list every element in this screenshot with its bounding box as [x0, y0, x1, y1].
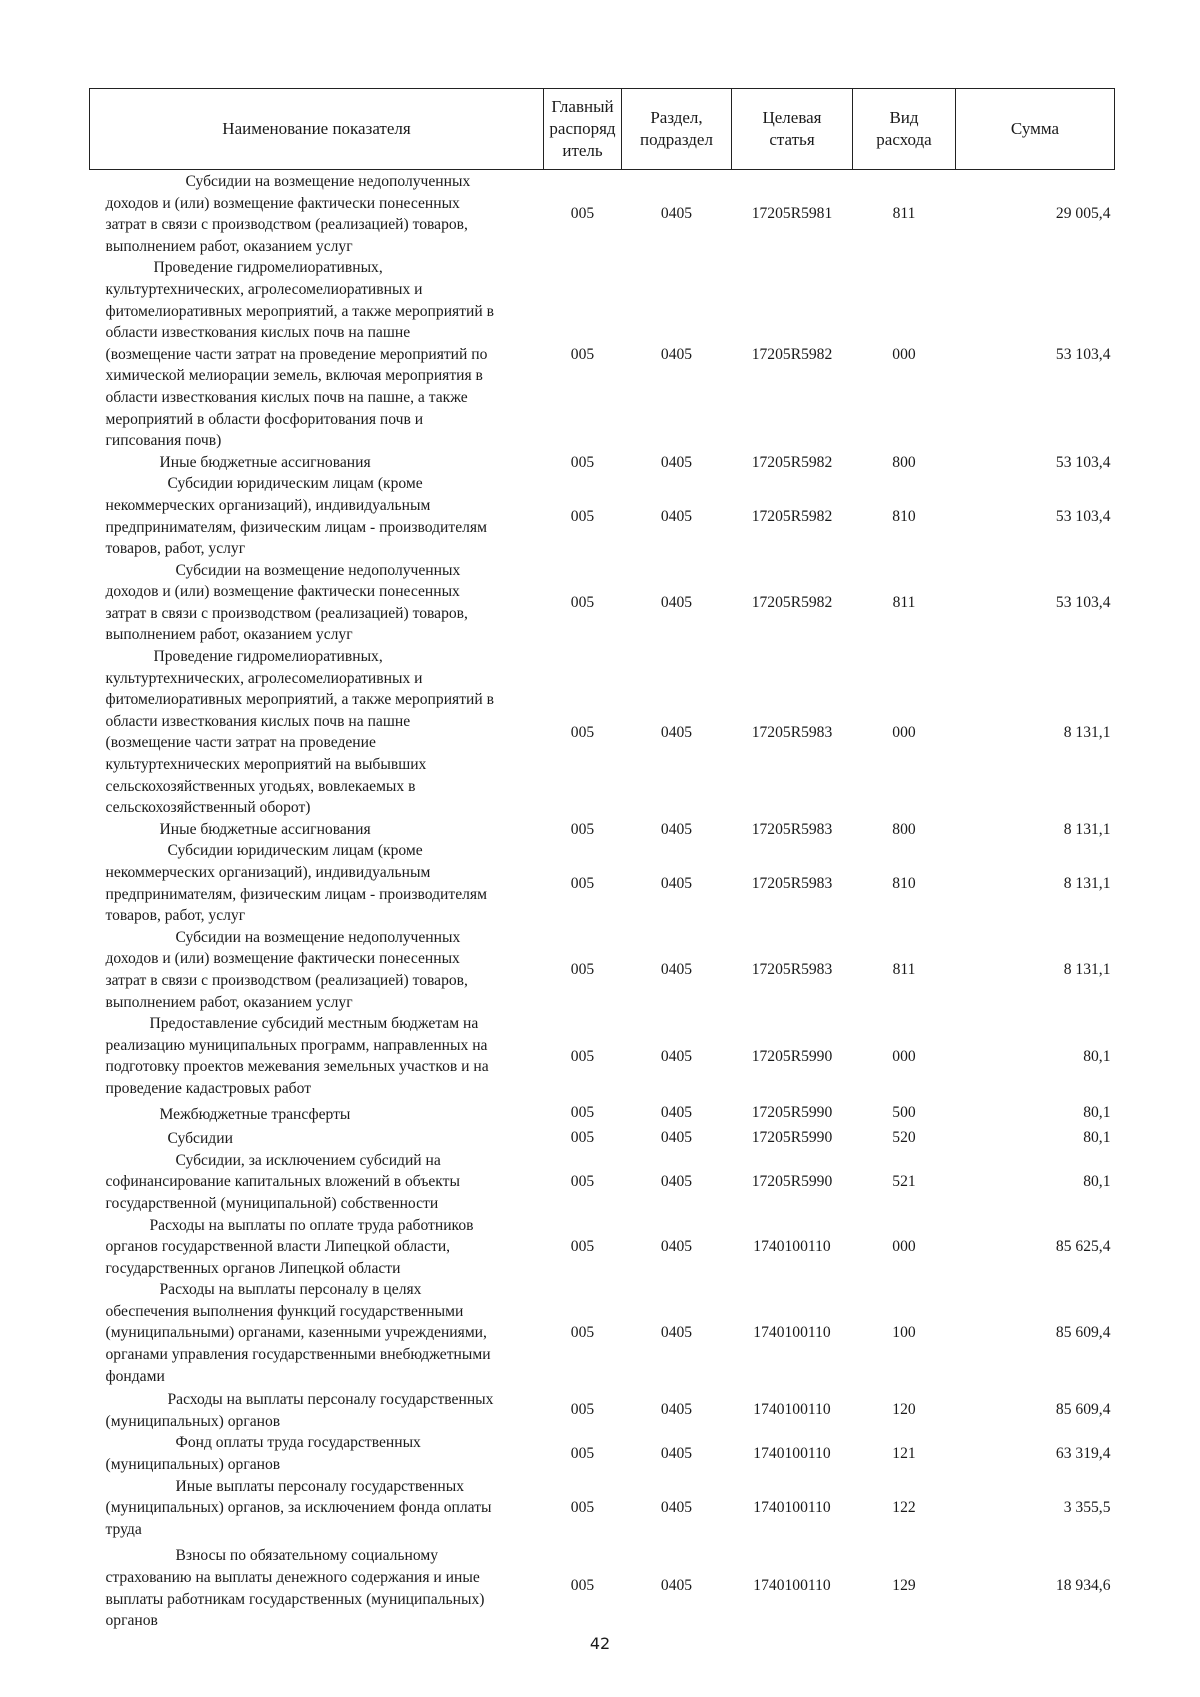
row-razdel: 0405	[660, 961, 693, 979]
row-vid: 100	[892, 1324, 916, 1342]
row-name	[90, 840, 544, 926]
row-name-line: органами управления государственными внебюджетными	[105, 1346, 491, 1364]
row-glavny: 005	[570, 1499, 595, 1517]
row-razdel: 0405	[660, 1445, 693, 1463]
row-celevaya: 1740100110	[753, 1445, 831, 1463]
table-row	[90, 1013, 1115, 1099]
row-vid: 129	[892, 1577, 916, 1595]
row-summa: 8 131,1	[1063, 961, 1111, 979]
row-vid: 500	[892, 1103, 916, 1121]
row-glavny: 005	[570, 961, 595, 979]
row-vid: 520	[892, 1128, 916, 1146]
row-name	[90, 646, 544, 819]
row-name-line: подготовку проектов межевания земельных участков и на	[105, 1058, 489, 1076]
row-name-line: софинансирование капитальных вложений в объекты	[105, 1173, 460, 1191]
row-name-line: органов государственной власти Липецкой области,	[105, 1238, 451, 1256]
table-header	[90, 89, 1115, 170]
row-celevaya: 17205R5983	[751, 820, 833, 838]
row-glavny: 005	[570, 1128, 595, 1146]
row-name-line: Субсидии на возмещение недополученных	[185, 173, 471, 190]
row-name-line: химической мелиорации земель, включая мероприятия в	[105, 367, 483, 385]
row-vid: 800	[892, 820, 916, 838]
row-vid: 000	[892, 1238, 916, 1256]
row-name-line: (возмещение части затрат на проведение	[105, 734, 376, 752]
row-summa: 80,1	[1083, 1173, 1111, 1191]
row-name-line: некоммерческих организаций), индивидуальным	[105, 864, 431, 881]
row-name-line: Расходы на выплаты персоналу в целях	[159, 1281, 422, 1299]
row-glavny: 005	[570, 874, 595, 892]
row-name-line: Субсидии на возмещение недополученных	[175, 928, 461, 946]
row-name	[90, 1476, 544, 1541]
row-name-line: Предоставление субсидий местным бюджетам на	[149, 1015, 479, 1033]
row-name	[90, 1215, 544, 1280]
row-summa: 53 103,4	[1055, 345, 1111, 363]
row-name-line: культуртехнических мероприятий на выбывших	[105, 756, 427, 774]
row-name-line: Субсидии на возмещение недополученных	[175, 561, 461, 579]
row-celevaya: 17205R5982	[751, 507, 833, 525]
row-razdel: 0405	[660, 820, 693, 838]
row-celevaya: 17205R5983	[751, 723, 833, 741]
row-name-line: выполнением работ, оказанием услуг	[105, 626, 353, 644]
row-name-line: затрат в связи с производством (реализацией) товаров,	[105, 216, 468, 234]
row-glavny: 005	[570, 345, 595, 363]
row-vid: 811	[892, 594, 916, 612]
row-summa: 53 103,4	[1055, 453, 1111, 471]
table-row	[90, 840, 1115, 926]
row-name-line: обеспечения выполнения функций государственными	[105, 1302, 464, 1320]
row-vid: 521	[892, 1173, 916, 1191]
table-row	[90, 646, 1115, 819]
row-name-line: Субсидии, за исключением субсидий на	[175, 1151, 441, 1169]
header-vid: Вид расхода	[853, 89, 956, 170]
row-name-line: (муниципальных) органов	[105, 1412, 281, 1430]
row-name-line: выполнением работ, оказанием услуг	[105, 993, 353, 1011]
row-name	[90, 452, 544, 474]
row-vid: 000	[892, 1047, 916, 1065]
row-celevaya: 17205R5981	[751, 204, 833, 222]
row-name-line: области известкования кислых почв на пашне	[105, 324, 411, 342]
row-name-line: области известкования кислых почв на пашне, а также	[105, 388, 468, 406]
row-celevaya: 17205R5990	[751, 1047, 833, 1065]
row-name-line: (муниципальных) органов	[105, 1456, 281, 1474]
table-row	[90, 1150, 1115, 1215]
row-name-line: затрат в связи с производством (реализацией) товаров,	[105, 604, 468, 622]
row-razdel: 0405	[660, 204, 693, 222]
row-name-line: товаров, работ, услуг	[105, 907, 246, 925]
row-name-line: области известкования кислых почв на пашне	[105, 712, 411, 730]
row-razdel: 0405	[660, 1401, 693, 1419]
row-vid: 122	[892, 1499, 916, 1517]
row-vid: 811	[892, 961, 916, 979]
page-number: 42	[589, 1634, 611, 1653]
row-summa: 29 005,4	[1055, 204, 1111, 222]
row-celevaya: 1740100110	[753, 1324, 831, 1342]
budget-table-sheet	[89, 88, 1114, 1632]
row-summa: 8 131,1	[1063, 820, 1111, 838]
row-celevaya: 17205R5990	[751, 1103, 833, 1121]
row-vid: 121	[892, 1445, 916, 1463]
header-razdel: Раздел, подраздел	[622, 89, 732, 170]
row-razdel: 0405	[660, 345, 693, 363]
row-celevaya: 17205R5983	[751, 961, 833, 979]
table-row	[90, 257, 1115, 451]
row-celevaya: 17205R5983	[751, 874, 833, 892]
row-name-line: Субсидии	[167, 1130, 233, 1148]
table-body	[90, 170, 1115, 1632]
row-name-line: сельскохозяйственный оборот)	[105, 799, 311, 817]
row-razdel: 0405	[660, 1103, 693, 1121]
row-name-line: мероприятий в области фосфоритования почв и	[105, 410, 424, 428]
row-name-line: культуртехнических, агролесомелиоративных и	[105, 669, 423, 687]
row-name-line: (муниципальными) органами, казенными учреждениями,	[105, 1324, 487, 1342]
row-name-line: государственных органов Липецкой области	[105, 1259, 401, 1277]
row-razdel: 0405	[660, 723, 693, 741]
row-name-line: гипсования почв)	[105, 432, 222, 450]
row-name-line: культуртехнических, агролесомелиоративных и	[105, 280, 423, 298]
row-name-line: Субсидии юридическим лицам (кроме	[167, 842, 423, 860]
row-summa: 85 609,4	[1055, 1401, 1111, 1419]
row-summa: 8 131,1	[1063, 723, 1111, 741]
row-summa: 85 625,4	[1055, 1238, 1111, 1256]
row-vid: 810	[892, 874, 916, 892]
row-name-line: затрат в связи с производством (реализацией) товаров,	[105, 971, 468, 989]
row-vid: 811	[892, 204, 916, 222]
row-name	[90, 1013, 544, 1099]
row-name-line: государственной (муниципальной) собственности	[105, 1194, 439, 1212]
table-row	[90, 927, 1115, 1013]
row-name	[90, 819, 544, 841]
row-summa: 80,1	[1083, 1128, 1111, 1146]
row-razdel: 0405	[660, 1499, 693, 1517]
row-celevaya: 17205R5982	[751, 594, 833, 612]
row-summa: 8 131,1	[1063, 874, 1111, 892]
row-name-line: фондами	[105, 1367, 165, 1385]
row-name-line: фитомелиоративных мероприятий, а также мероприятий в	[105, 691, 494, 709]
row-summa: 3 355,5	[1063, 1499, 1111, 1517]
row-name-line: доходов и (или) возмещение фактически понесенных	[105, 950, 460, 968]
row-name-line: Межбюджетные трансферты	[159, 1105, 351, 1123]
row-name-line: (возмещение части затрат на проведение мероприятий по	[105, 345, 488, 363]
row-glavny: 005	[570, 507, 595, 525]
row-celevaya: 17205R5990	[751, 1173, 833, 1191]
row-name-line: выполнением работ, оказанием услуг	[105, 237, 353, 255]
row-name-line: Субсидии юридическим лицам (кроме	[167, 475, 423, 493]
row-summa: 63 319,4	[1055, 1445, 1111, 1463]
row-name	[90, 560, 544, 646]
row-name	[90, 1100, 544, 1126]
row-glavny: 005	[570, 204, 595, 222]
row-celevaya: 1740100110	[753, 1238, 831, 1256]
row-name	[90, 170, 544, 258]
table-row	[90, 452, 1115, 474]
row-name	[90, 473, 544, 559]
row-name	[90, 1540, 544, 1631]
row-glavny: 005	[570, 1238, 595, 1256]
row-summa: 53 103,4	[1055, 507, 1111, 525]
row-glavny: 005	[570, 1577, 595, 1595]
row-glavny: 005	[570, 1445, 595, 1463]
row-name	[90, 1387, 544, 1432]
row-razdel: 0405	[660, 1173, 693, 1191]
row-name-line: товаров, работ, услуг	[105, 540, 246, 558]
row-glavny: 005	[570, 1173, 595, 1191]
row-vid: 800	[892, 453, 916, 471]
row-name-line: некоммерческих организаций), индивидуальным	[105, 496, 431, 514]
row-summa: 18 934,6	[1055, 1577, 1111, 1595]
row-name-line: труда	[105, 1520, 142, 1538]
row-glavny: 005	[570, 1401, 595, 1419]
row-glavny: 005	[570, 1324, 595, 1342]
row-summa: 80,1	[1083, 1103, 1111, 1121]
row-vid: 120	[892, 1401, 916, 1419]
row-name-line: сельскохозяйственных угодьях, вовлекаемых в	[105, 777, 416, 795]
row-glavny: 005	[570, 594, 595, 612]
table-row	[90, 1215, 1115, 1280]
header-summa: Сумма	[956, 89, 1115, 170]
table-row	[90, 819, 1115, 841]
row-name-line: (муниципальных) органов, за исключением фонда оплаты	[105, 1499, 492, 1517]
table-row	[90, 1540, 1115, 1631]
row-name-line: Фонд оплаты труда государственных	[175, 1434, 421, 1452]
row-name	[90, 1432, 544, 1475]
row-glavny: 005	[570, 1103, 595, 1121]
table-row	[90, 1432, 1115, 1475]
row-name-line: Расходы на выплаты персоналу государственных	[167, 1391, 494, 1409]
table-row	[90, 1279, 1115, 1387]
row-name	[90, 1279, 544, 1387]
row-glavny: 005	[570, 1047, 595, 1065]
row-summa: 80,1	[1083, 1047, 1111, 1065]
table-row	[90, 1125, 1115, 1150]
row-name-line: Иные бюджетные ассигнования	[159, 453, 371, 471]
row-razdel: 0405	[660, 1577, 693, 1595]
row-name-line: реализацию муниципальных программ, направленных на	[105, 1036, 488, 1054]
row-summa: 85 609,4	[1055, 1324, 1111, 1342]
row-name-line: Иные бюджетные ассигнования	[159, 820, 371, 838]
header-name: Наименование показателя	[90, 89, 544, 170]
row-glavny: 005	[570, 723, 595, 741]
row-name-line: доходов и (или) возмещение фактически понесенных	[105, 583, 460, 601]
row-name	[90, 1125, 544, 1150]
table-row	[90, 473, 1115, 559]
row-name-line: доходов и (или) возмещение фактически понесенных	[105, 194, 460, 212]
table-row	[90, 1100, 1115, 1126]
table-row	[90, 1476, 1115, 1541]
table-row	[90, 1387, 1115, 1432]
row-celevaya: 17205R5982	[751, 453, 833, 471]
row-razdel: 0405	[660, 594, 693, 612]
row-name	[90, 257, 544, 451]
row-name-line: выплаты работникам государственных (муниципальных)	[105, 1590, 485, 1608]
row-razdel: 0405	[660, 1047, 693, 1065]
row-name-line: органов	[105, 1612, 158, 1630]
row-celevaya: 1740100110	[753, 1499, 831, 1517]
header-glavny: Главный распоряд итель	[544, 89, 622, 170]
row-vid: 000	[892, 345, 916, 363]
row-vid: 000	[892, 723, 916, 741]
row-name	[90, 1150, 544, 1215]
row-razdel: 0405	[660, 1128, 693, 1146]
row-razdel: 0405	[660, 1324, 693, 1342]
table-row	[90, 170, 1115, 258]
header-celevaya: Целевая статья	[732, 89, 853, 170]
row-celevaya: 17205R5982	[751, 345, 833, 363]
row-name-line: предпринимателям, физическим лицам - производителям	[105, 885, 487, 903]
row-celevaya: 1740100110	[753, 1577, 831, 1595]
row-celevaya: 1740100110	[753, 1401, 831, 1419]
row-name-line: предпринимателям, физическим лицам - производителям	[105, 518, 487, 536]
row-razdel: 0405	[660, 874, 693, 892]
row-razdel: 0405	[660, 507, 693, 525]
row-celevaya: 17205R5990	[751, 1128, 833, 1146]
row-glavny: 005	[570, 453, 595, 471]
row-name-line: Проведение гидромелиоративных,	[153, 259, 383, 277]
row-vid: 810	[892, 507, 916, 525]
row-name-line: Проведение гидромелиоративных,	[153, 648, 383, 666]
budget-table	[89, 88, 1115, 1632]
row-name-line: Иные выплаты персоналу государственных	[175, 1477, 465, 1495]
table-row	[90, 560, 1115, 646]
row-name	[90, 927, 544, 1013]
row-summa: 53 103,4	[1055, 594, 1111, 612]
row-razdel: 0405	[660, 1238, 693, 1256]
row-name-line: фитомелиоративных мероприятий, а также мероприятий в	[105, 302, 494, 320]
row-name-line: Взносы по обязательному социальному	[175, 1547, 439, 1565]
row-razdel: 0405	[660, 453, 693, 471]
row-name-line: Расходы на выплаты по оплате труда работников	[149, 1216, 474, 1234]
row-name-line: проведение кадастровых работ	[105, 1079, 312, 1097]
row-glavny: 005	[570, 820, 595, 838]
row-name-line: страхованию на выплаты денежного содержания и иные	[105, 1569, 480, 1586]
